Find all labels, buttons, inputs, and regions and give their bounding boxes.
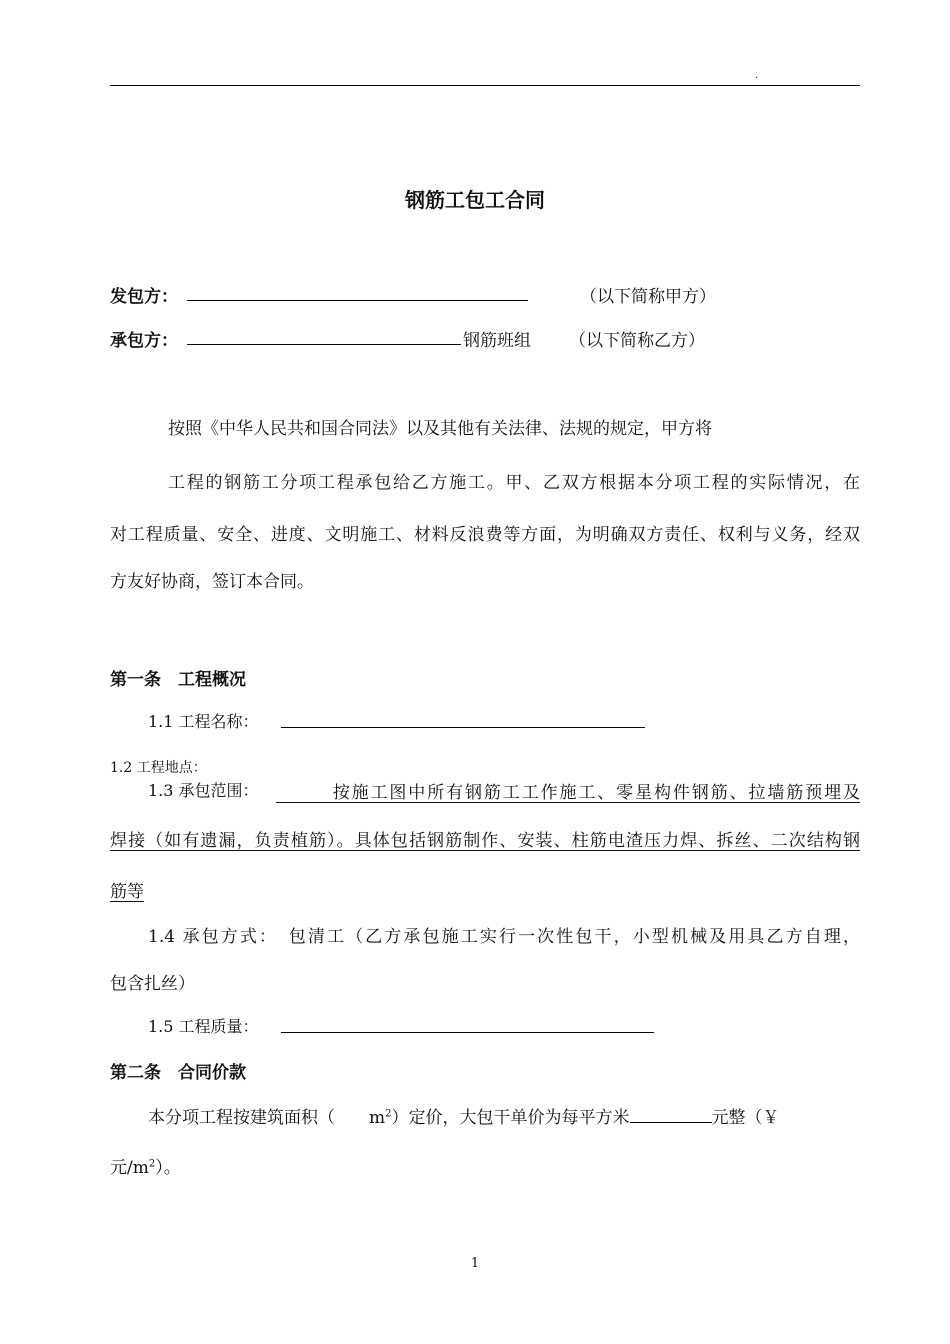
header-mark: . bbox=[755, 70, 759, 81]
price-line-1-end: 元整（￥ bbox=[711, 1108, 780, 1128]
intro-line-1: 按照《中华人民共和国合同法》以及其他有关法律、法规的规定，甲方将 bbox=[168, 419, 712, 439]
article-2-heading: 第二条 合同价款 bbox=[110, 1063, 246, 1083]
document-title: 钢筋工包工合同 bbox=[405, 188, 545, 212]
item-1-4-line-2: 包含扎丝） bbox=[110, 974, 195, 994]
price-line-2 bbox=[110, 1153, 181, 1178]
scope-line-3: 筋等 bbox=[110, 882, 144, 902]
employer-blank[interactable] bbox=[187, 300, 528, 301]
header-rule bbox=[110, 85, 860, 86]
intro-line-2: 工程的钢筋工分项工程承包给乙方施工。甲、乙双方根据本分项工程的实际情况，在 bbox=[168, 473, 860, 493]
quality-blank[interactable] bbox=[281, 1032, 654, 1033]
area-unit-superscript: 2 bbox=[385, 1108, 392, 1120]
employer-suffix: （以下简称甲方） bbox=[580, 287, 716, 307]
article-1-heading: 第一条 工程概况 bbox=[110, 670, 246, 690]
intro-line-4: 方友好协商，签订本合同。 bbox=[110, 572, 314, 592]
item-1-2-label: 1.2 工程地点： bbox=[110, 760, 207, 776]
unit-price-blank[interactable] bbox=[630, 1108, 712, 1123]
scope-line-1: 按施工图中所有钢筋工工作施工、零星构件钢筋、拉墙筋预埋及 bbox=[276, 783, 860, 803]
price-line-1-mid: ）定价，大包干单价为每平方米 bbox=[391, 1108, 630, 1128]
contractor-label: 承包方： bbox=[110, 331, 178, 351]
price-unit-superscript: 2 bbox=[148, 1158, 156, 1170]
scope-line-2: 焊接（如有遗漏，负责植筋）。具体包括钢筋制作、安装、柱筋电渣压力焊、拆丝、二次结构钢 bbox=[110, 831, 860, 851]
item-1-1-label: 1.1 工程名称： bbox=[148, 712, 259, 731]
price-line-2-start: 元/m bbox=[110, 1158, 149, 1178]
contractor-blank[interactable] bbox=[187, 344, 461, 345]
employer-label: 发包方： bbox=[110, 287, 178, 307]
price-line-2-end: ）。 bbox=[155, 1158, 181, 1178]
contractor-suffix: （以下简称乙方） bbox=[569, 331, 705, 351]
intro-line-3: 对工程质量、安全、进度、文明施工、材料反浪费等方面，为明确双方责任、权利与义务，经双 bbox=[110, 525, 860, 545]
price-line-1 bbox=[148, 1103, 780, 1128]
item-1-3-label: 1.3 承包范围： bbox=[148, 781, 259, 800]
price-line-1-start: 本分项工程按建筑面积（ m bbox=[148, 1108, 386, 1128]
contractor-team: 钢筋班组 bbox=[463, 331, 531, 351]
project-name-blank[interactable] bbox=[281, 727, 645, 728]
item-1-5-label: 1.5 工程质量： bbox=[148, 1017, 259, 1036]
page-number: 1 bbox=[470, 1256, 480, 1271]
item-1-4-line-1: 1.4 承包方式： 包清工（乙方承包施工实行一次性包干，小型机械及用具乙方自理， bbox=[148, 927, 860, 947]
